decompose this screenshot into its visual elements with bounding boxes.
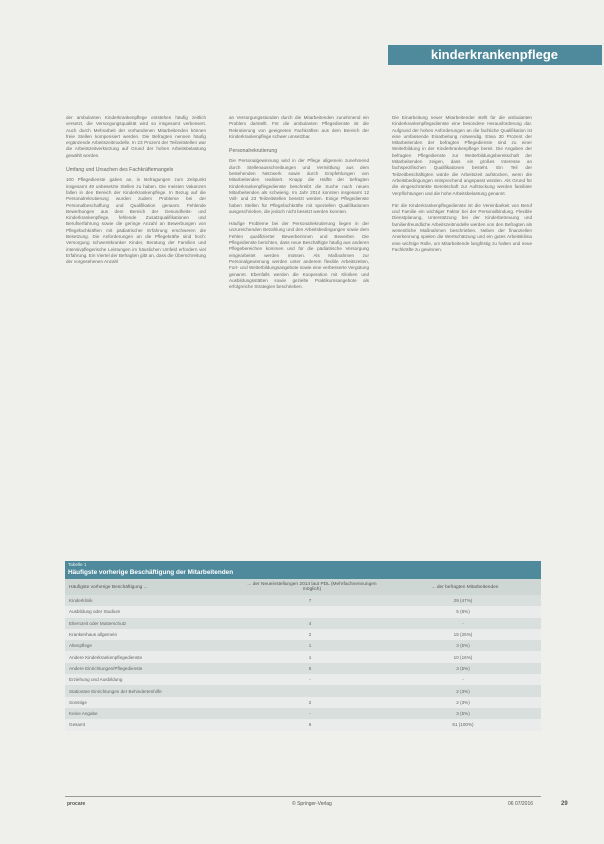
paragraph: Die Einarbeitung neuer Mitarbeitender stellt für die ambulanten Kinderkrankenpflegedienste eine besondere Herausforderung dar. Aufgrund der hohen Anforderungen an die fachliche Qualifikation ist eine umfassende Einarbeitung notwendig. Etwa 30 Prozent der Mitarbeitenden der befragten Pflegedienste sind zu einer Weiterbildung in der Kinderkrankenpflege bereit. Die Angaben der befragten Pflegedienste zur Weiterbildungsbereitschaft der Mitarbeitenden zeigen, dass ein großes Interesse an fachspezifischen Qualifikationen besteht. Ein Teil der Teilzeitbeschäftigten würde die Arbeitszeit aufstocken, wenn die Arbeitsbedingungen entsprechend angepasst würden. Als Grund für die eingeschränkte Bereitschaft zur Aufstockung werden familiäre Verpflichtungen und die hohe Arbeitsbelastung genannt.: [392, 115, 532, 196]
row-label: Keine Angabe: [69, 711, 98, 717]
publisher: © Springer-Verlag: [292, 801, 332, 807]
table-number: Tabelle 1: [68, 562, 87, 567]
staff-count: 29 (47%): [453, 598, 473, 604]
employment-table: [65, 561, 541, 731]
row-label: Elternzeit oder Mutterschutz: [69, 620, 127, 626]
row-label: Ausbildung oder Studium: [69, 609, 121, 615]
new-hires-count: 5: [308, 665, 312, 671]
row-label: Erziehung und Ausbildung: [69, 677, 123, 683]
row-label: Krankenhaus allgemein: [69, 632, 118, 638]
staff-count: 3 (5%): [456, 665, 470, 671]
new-hires-count: [235, 606, 385, 617]
new-hires-count: 2: [308, 632, 312, 638]
new-hires-count: 2: [308, 699, 312, 705]
column-header-new-hires: ... der Neueinstellungen 2014 laut PDL (Mehrfachnennungen möglich): [247, 582, 377, 592]
issue-date: 06 07/2016: [508, 801, 534, 807]
row-label: Andere Einrichtungen/Pflegedienste: [69, 665, 143, 671]
new-hires-count: 6: [308, 722, 312, 728]
staff-count: 3 (5%): [456, 711, 470, 717]
paragraph: an Versorgungsstunden durch die Mitarbeitenden zunehmend ein Problem darstellt. Für die ambulanten Pflegedienste ist die Rekrutierung von geeigneten Fachkräften aus dem Bereich der Kinderkrankenpflege schwer umsetzbar.: [229, 115, 369, 139]
staff-count: 15 (25%): [453, 632, 473, 638]
row-label: Kinderklinik: [69, 598, 93, 604]
text-column-3: [392, 115, 532, 259]
subheading: Personalrekrutierung: [229, 148, 278, 155]
paragraph: Häufige Probleme bei der Personalrekrutierung liegen in der unzureichenden Bezahlung und den Arbeitsbedingungen sowie dem Fehlen qualifizierter Bewerberinnen und Bewerber. Die Pflegedienste berichten, dass neue Beschäftigte häufig aus anderen Pflegebereichen kommen und für die pädiatrische Versorgung eingearbeitet werden müssen. Als Maßnahmen zur Personalgewinnung werden unter anderem flexible Arbeitszeiten, Fort- und Weiterbildungsangebote sowie eine verbesserte Vergütung genannt. Ebenfalls werden die Kooperation mit Kliniken und Ausbildungsstätten sowie gezielte Praktikumsangebote als erfolgreiche Strategien beschrieben.: [229, 221, 369, 290]
paragraph: Für die Kinderkrankenpflegedienste ist die Vereinbarkeit von Beruf und Familie ein wichtiger Faktor bei der Personalbindung. Flexible Dienstplanung, Unterstützung bei der Kinderbetreuung und familienfreundliche Arbeitszeitmodelle werden von den Befragten als wesentliche Maßnahmen beschrieben. Neben der finanziellen Anerkennung spielen die Wertschätzung und ein gutes Arbeitsklima eine wichtige Rolle, um Mitarbeitende langfristig zu halten und neue Fachkräfte zu gewinnen.: [392, 202, 532, 252]
text-column-2: [229, 115, 369, 296]
column-header-staff: ... der befragten Mitarbeitenden: [431, 584, 499, 590]
paragraph: Die Personalgewinnung wird in der Pflege allgemein zunehmend durch Stellenausschreibungen und Vermittlung aus dem bestehenden Netzwerk sowie durch Empfehlungen von Mitarbeitenden realisiert. Knapp die Hälfte der befragten Kinderkrankenpflegedienste beschreibt die Suche nach neuen Mitarbeitenden als schwierig. Im Jahr 2014 konnten insgesamt 12 Voll- und 23 Teilzeitstellen besetzt werden. Einige Pflegedienste haben Stellen für Pflegefachkräfte mit speziellen Qualifikationen ausgeschrieben, die jedoch nicht besetzt werden konnten.: [229, 158, 369, 214]
new-hires-count: 1: [308, 643, 312, 649]
row-label: Andere Kinderkrankenpflegedienste: [69, 654, 143, 660]
column-header-occupation: Häufigste vorherige Beschäftigung ...: [69, 584, 148, 590]
staff-count: 10 (16%): [453, 654, 473, 660]
paragraph: der ambulanten Kinderkrankenpflege entstehen häufig zeitlich versetzt, die Versorgungsqualität wird so insgesamt verbessert. Auch durch Mehrarbeit der vorhandenen Mitarbeitenden können freie Stellen kompensiert werden. Die Befragten nennen häufig ergänzende Arbeitszeitmodelle. In 23 Prozent der Teilzeitstellen war die Arbeitszeitverkürzung auf Grund der hohen Arbeitsbelastung gewählt worden.: [66, 115, 206, 158]
page-number: 29: [561, 801, 568, 807]
row-label: Stationäre Einrichtungen der Behindertenhilfe: [69, 688, 162, 694]
new-hires-count: -: [309, 711, 311, 717]
table-row: [65, 629, 541, 640]
new-hires-count: [235, 685, 385, 696]
text-column-1: [66, 115, 206, 272]
subheading: Umfang und Ursachen des Fachkräftemangels: [66, 167, 174, 174]
table-row: [65, 640, 541, 651]
table-row: [65, 618, 541, 629]
table-row: [65, 606, 541, 617]
row-label: Gesamt: [69, 722, 86, 728]
staff-count: -: [462, 620, 464, 626]
table-row: [65, 719, 541, 730]
table-body: [65, 595, 541, 731]
new-hires-count: 1: [308, 654, 312, 660]
staff-count: 2 (3%): [456, 688, 470, 694]
staff-count: 5 (8%): [456, 609, 470, 615]
staff-count: 61 (100%): [452, 722, 474, 728]
section-title: kinderkrankenpflege: [430, 47, 558, 62]
staff-count: 2 (3%): [456, 699, 470, 705]
paragraph: 100 Pflegedienste gaben an, in Befragungen zum Zeitpunkt insgesamt 49 unbesetzte Stellen zu haben. Die meisten Vakanzen fallen in den Bereich der Kinderkrankenpflege. In Bezug auf die Personalrekrutierung wurden zudem Probleme bei der Personalbeschaffung und Qualifikation genannt. Fehlende Bewerbungen aus dem Bereich der Gesundheits- und Kinderkrankenpflege, fehlende Zusatzqualifikationen und Berufserfahrung sowie die geringe Anzahl an Bewerbungen von Pflegefachkräften mit pädiatrischer Erfahrung erschweren die Besetzung. Die Anforderungen an die Pflegekräfte sind hoch: Versorgung schwerstkranker Kinder, Beratung der Familien und intensivpflegerische Leistungen im häuslichen Umfeld erfordern viel Erfahrung. Ein Viertel der Befragten gibt an, dass die Überschreitung der vorgesehenen Anzahl: [66, 177, 206, 265]
table-row: [65, 595, 541, 606]
row-label: Sonstige: [69, 699, 87, 705]
table-row: [65, 663, 541, 674]
staff-count: -: [462, 677, 464, 683]
section-header-bar: [388, 45, 602, 65]
table-row: [65, 651, 541, 662]
footer-divider: [65, 796, 541, 797]
journal-name: procare: [67, 801, 86, 807]
table-title-bar: [65, 561, 541, 579]
table-title: Häufigste vorherige Beschäftigung der Mitarbeitenden: [68, 569, 234, 576]
table-row: [65, 685, 541, 696]
staff-count: 3 (5%): [456, 643, 470, 649]
new-hires-count: 7: [308, 598, 312, 604]
table-row: [65, 708, 541, 719]
table-header-row: [65, 579, 541, 595]
new-hires-count: 4: [308, 620, 312, 626]
new-hires-count: -: [309, 677, 311, 683]
table-row: [65, 697, 541, 708]
table-row: [65, 674, 541, 685]
row-label: Altenpflege: [69, 643, 92, 649]
